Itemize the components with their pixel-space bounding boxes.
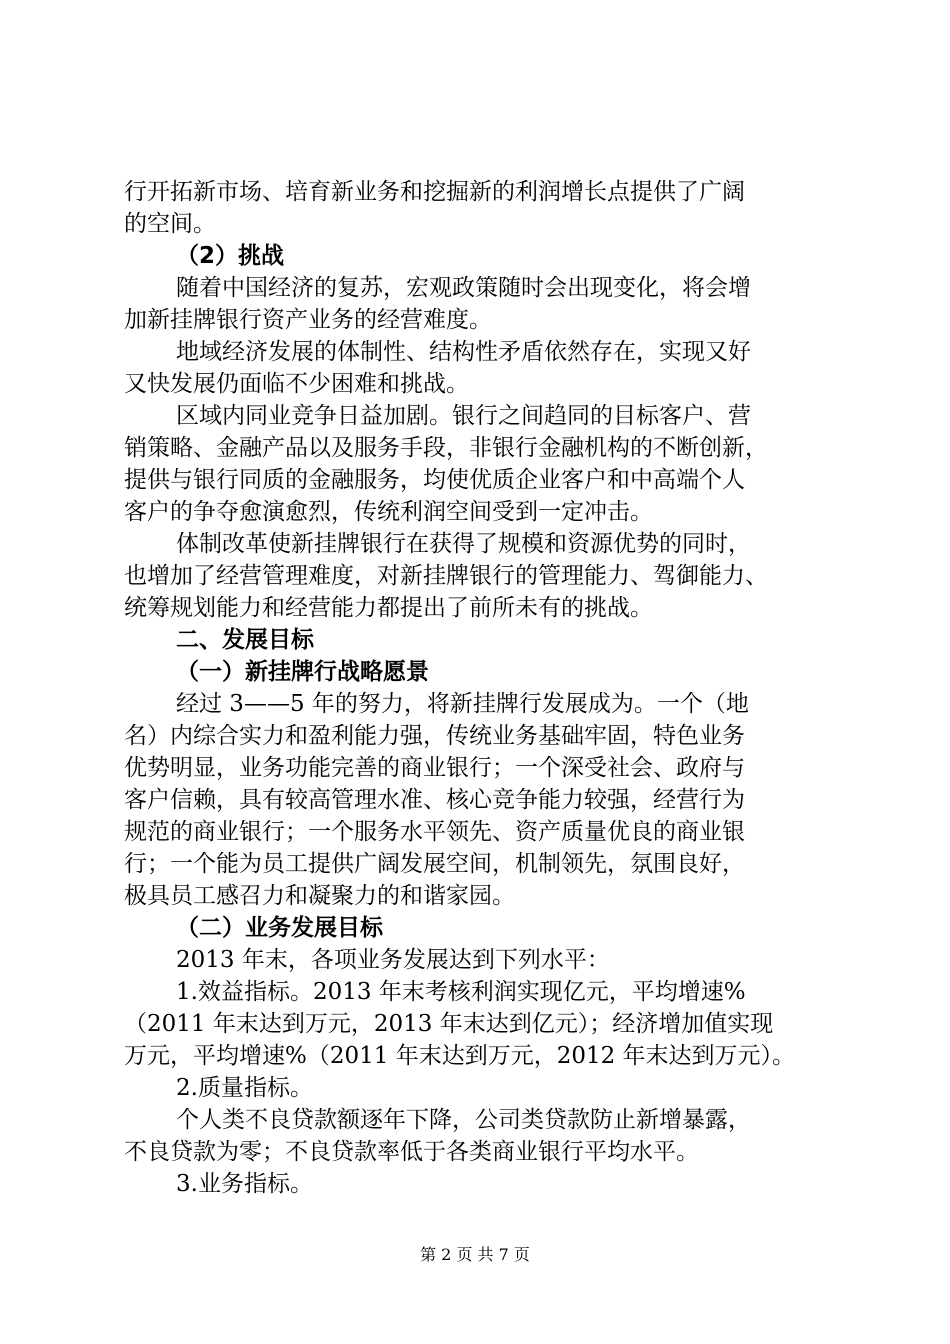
body-text-line: 也增加了经营管理难度，对新挂牌银行的管理能力、驾御能力、 (124, 563, 768, 589)
body-text-line: 客户的争夺愈演愈烈，传统利润空间受到一定冲击。 (124, 499, 653, 525)
body-text-line: 行开拓新市场、培育新业务和挖掘新的利润增长点提供了广阔 (124, 179, 745, 205)
body-text-line: 行；一个能为员工提供广阔发展空间，机制领先，氛围良好， (124, 851, 745, 877)
body-text-line: 随着中国经济的复苏，宏观政策随时会出现变化，将会增 (176, 275, 751, 301)
body-text-line: 不良贷款为零；不良贷款率低于各类商业银行平均水平。 (124, 1139, 699, 1165)
body-text-line: 经过 3——5 年的努力，将新挂牌行发展成为。一个（地 (176, 691, 749, 717)
body-text-line: 2013 年末，各项业务发展达到下列水平： (176, 947, 610, 973)
body-text-line: 3.业务指标。 (176, 1171, 313, 1197)
body-text-line: 又快发展仍面临不少困难和挑战。 (124, 371, 469, 397)
body-text-line: 的空间。 (124, 211, 216, 237)
body-text-line: 2.质量指标。 (176, 1075, 313, 1101)
body-text-line: 销策略、金融产品以及服务手段，非银行金融机构的不断创新， (124, 435, 768, 461)
subsection-heading: （一）新挂牌行战略愿景 (176, 659, 429, 685)
body-text-line: 万元，平均增速%（2011 年末达到万元，2012 年末达到万元）。 (124, 1043, 796, 1069)
body-text-line: 1.效益指标。2013 年末考核利润实现亿元，平均增速% (176, 979, 746, 1005)
body-text-line: （2011 年末达到万元，2013 年末达到亿元）；经济增加值实现 (124, 1011, 774, 1037)
body-text-line: 区域内同业竞争日益加剧。银行之间趋同的目标客户、营 (176, 403, 751, 429)
body-text-line: 体制改革使新挂牌银行在获得了规模和资源优势的同时， (176, 531, 751, 557)
body-text-line: 优势明显，业务功能完善的商业银行；一个深受社会、政府与 (124, 755, 745, 781)
body-text-line: 提供与银行同质的金融服务，均使优质企业客户和中高端个人 (124, 467, 745, 493)
body-text-line: 统筹规划能力和经营能力都提出了前所未有的挑战。 (124, 595, 653, 621)
section-heading: 二、发展目标 (176, 627, 314, 653)
body-text-line: 客户信赖，具有较高管理水准、核心竞争能力较强，经营行为 (124, 787, 745, 813)
page-footer: 第 2 页 共 7 页 (420, 1245, 530, 1264)
section-heading: （2）挑战 (176, 243, 285, 269)
body-text-line: 规范的商业银行；一个服务水平领先、资产质量优良的商业银 (124, 819, 745, 845)
body-text-line: 加新挂牌银行资产业务的经营难度。 (124, 307, 492, 333)
body-text-line: 名）内综合实力和盈利能力强，传统业务基础牢固，特色业务 (124, 723, 745, 749)
body-text-line: 个人类不良贷款额逐年下降，公司类贷款防止新增暴露， (176, 1107, 751, 1133)
body-text-line: 地域经济发展的体制性、结构性矛盾依然存在，实现又好 (176, 339, 751, 365)
body-text-line: 极具员工感召力和凝聚力的和谐家园。 (124, 883, 515, 909)
subsection-heading: （二）业务发展目标 (176, 915, 383, 941)
